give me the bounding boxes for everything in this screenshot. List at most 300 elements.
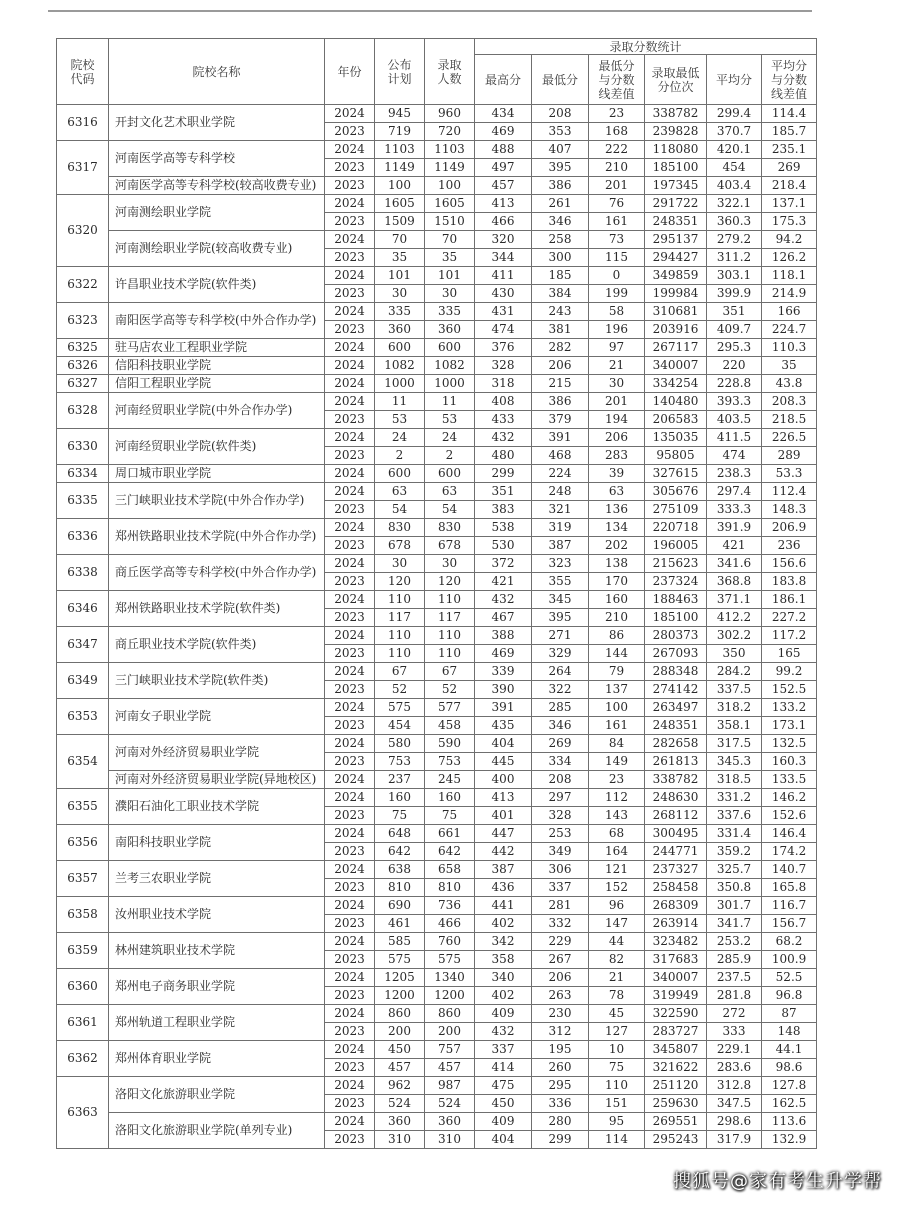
cell-plan: 360 [375,321,425,339]
cell-admitted: 1200 [425,987,475,1005]
cell-admitted: 24 [425,429,475,447]
cell-avg-diff: 132.5 [762,735,817,753]
cell-min-score: 337 [532,879,589,897]
cell-max-score: 376 [475,339,532,357]
cell-avg-score: 371.1 [707,591,762,609]
cell-min-rank: 275109 [645,501,707,519]
cell-year: 2023 [325,1059,375,1077]
school-code: 6322 [57,267,109,303]
cell-year: 2024 [325,375,375,393]
cell-avg-diff: 227.2 [762,609,817,627]
cell-avg-score: 351 [707,303,762,321]
cell-min-rank: 338782 [645,105,707,123]
cell-min-score: 230 [532,1005,589,1023]
cell-min-diff: 152 [589,879,645,897]
cell-plan: 160 [375,789,425,807]
cell-year: 2023 [325,1023,375,1041]
school-code: 6326 [57,357,109,375]
cell-min-score: 346 [532,213,589,231]
cell-min-rank: 237324 [645,573,707,591]
cell-year: 2023 [325,987,375,1005]
cell-year: 2024 [325,339,375,357]
table-row [57,555,817,573]
cell-min-diff: 161 [589,213,645,231]
cell-avg-diff: 175.3 [762,213,817,231]
cell-avg-diff: 146.4 [762,825,817,843]
cell-year: 2023 [325,1131,375,1149]
cell-min-score: 381 [532,321,589,339]
cell-year: 2024 [325,1113,375,1131]
cell-plan: 2 [375,447,425,465]
cell-avg-score: 285.9 [707,951,762,969]
cell-avg-diff: 152.6 [762,807,817,825]
cell-max-score: 409 [475,1113,532,1131]
cell-max-score: 342 [475,933,532,951]
cell-min-rank: 237327 [645,861,707,879]
cell-min-diff: 79 [589,663,645,681]
cell-min-rank: 274142 [645,681,707,699]
cell-year: 2024 [325,483,375,501]
cell-min-rank: 317683 [645,951,707,969]
cell-admitted: 600 [425,465,475,483]
cell-min-rank: 282658 [645,735,707,753]
cell-year: 2024 [325,933,375,951]
cell-min-rank: 267117 [645,339,707,357]
cell-max-score: 413 [475,789,532,807]
cell-avg-diff: 165.8 [762,879,817,897]
cell-min-diff: 82 [589,951,645,969]
school-code: 6363 [57,1077,109,1149]
cell-admitted: 2 [425,447,475,465]
cell-min-score: 384 [532,285,589,303]
cell-min-diff: 210 [589,609,645,627]
cell-plan: 638 [375,861,425,879]
cell-admitted: 987 [425,1077,475,1095]
school-name: 驻马店农业工程职业学院 [109,339,325,357]
cell-avg-score: 421 [707,537,762,555]
cell-admitted: 11 [425,393,475,411]
cell-avg-score: 302.2 [707,627,762,645]
cell-avg-score: 333.3 [707,501,762,519]
cell-min-diff: 75 [589,1059,645,1077]
school-name: 许昌职业技术学院(软件类) [109,267,325,303]
cell-min-diff: 170 [589,573,645,591]
cell-year: 2024 [325,267,375,285]
cell-avg-diff: 183.8 [762,573,817,591]
table-row [57,897,817,915]
cell-max-score: 344 [475,249,532,267]
school-code: 6359 [57,933,109,969]
table-row [57,267,817,285]
cell-avg-diff: 127.8 [762,1077,817,1095]
cell-max-score: 383 [475,501,532,519]
table-row [57,105,817,123]
cell-admitted: 1103 [425,141,475,159]
cell-min-rank: 197345 [645,177,707,195]
cell-min-rank: 244771 [645,843,707,861]
cell-plan: 11 [375,393,425,411]
cell-max-score: 431 [475,303,532,321]
cell-min-rank: 196005 [645,537,707,555]
cell-min-rank: 263914 [645,915,707,933]
cell-admitted: 457 [425,1059,475,1077]
cell-avg-diff: 152.5 [762,681,817,699]
cell-avg-score: 299.4 [707,105,762,123]
cell-avg-score: 345.3 [707,753,762,771]
cell-min-score: 206 [532,969,589,987]
cell-min-rank: 140480 [645,393,707,411]
cell-min-diff: 168 [589,123,645,141]
cell-admitted: 30 [425,555,475,573]
cell-plan: 1149 [375,159,425,177]
cell-min-rank: 280373 [645,627,707,645]
cell-admitted: 335 [425,303,475,321]
cell-plan: 52 [375,681,425,699]
cell-min-score: 395 [532,609,589,627]
cell-admitted: 100 [425,177,475,195]
cell-max-score: 469 [475,123,532,141]
cell-avg-score: 331.4 [707,825,762,843]
cell-avg-diff: 132.9 [762,1131,817,1149]
cell-min-rank: 267093 [645,645,707,663]
cell-avg-diff: 208.3 [762,393,817,411]
table-row [57,789,817,807]
school-name: 开封文化艺术职业学院 [109,105,325,141]
cell-plan: 860 [375,1005,425,1023]
cell-min-score: 267 [532,951,589,969]
cell-min-diff: 283 [589,447,645,465]
cell-plan: 117 [375,609,425,627]
cell-min-diff: 201 [589,393,645,411]
header-min-rank: 录取最低 分位次 [645,55,707,105]
cell-min-diff: 95 [589,1113,645,1131]
cell-max-score: 402 [475,987,532,1005]
cell-year: 2024 [325,699,375,717]
cell-max-score: 402 [475,915,532,933]
cell-plan: 1509 [375,213,425,231]
cell-admitted: 1340 [425,969,475,987]
cell-max-score: 432 [475,1023,532,1041]
cell-admitted: 30 [425,285,475,303]
cell-year: 2023 [325,645,375,663]
cell-plan: 678 [375,537,425,555]
cell-plan: 110 [375,645,425,663]
cell-avg-score: 325.7 [707,861,762,879]
cell-max-score: 447 [475,825,532,843]
table-row [57,969,817,987]
cell-year: 2023 [325,807,375,825]
cell-max-score: 441 [475,897,532,915]
cell-max-score: 433 [475,411,532,429]
cell-avg-diff: 87 [762,1005,817,1023]
cell-avg-score: 412.2 [707,609,762,627]
cell-year: 2024 [325,591,375,609]
cell-plan: 110 [375,591,425,609]
cell-admitted: 52 [425,681,475,699]
cell-plan: 110 [375,627,425,645]
cell-min-score: 323 [532,555,589,573]
cell-avg-diff: 96.8 [762,987,817,1005]
cell-avg-diff: 118.1 [762,267,817,285]
cell-min-diff: 149 [589,753,645,771]
cell-avg-diff: 116.7 [762,897,817,915]
cell-min-diff: 30 [589,375,645,393]
cell-max-score: 404 [475,735,532,753]
cell-admitted: 524 [425,1095,475,1113]
table-row [57,1041,817,1059]
cell-max-score: 432 [475,429,532,447]
table-row [57,519,817,537]
cell-min-score: 321 [532,501,589,519]
cell-avg-diff: 43.8 [762,375,817,393]
cell-min-score: 391 [532,429,589,447]
school-code: 6328 [57,393,109,429]
cell-min-score: 285 [532,699,589,717]
cell-max-score: 480 [475,447,532,465]
cell-year: 2023 [325,573,375,591]
cell-min-score: 319 [532,519,589,537]
cell-max-score: 413 [475,195,532,213]
cell-min-diff: 164 [589,843,645,861]
header-school-name: 院校名称 [109,39,325,105]
cell-plan: 200 [375,1023,425,1041]
school-code: 6334 [57,465,109,483]
cell-avg-score: 331.2 [707,789,762,807]
cell-min-score: 379 [532,411,589,429]
cell-plan: 101 [375,267,425,285]
table-row [57,1113,817,1131]
cell-avg-diff: 269 [762,159,817,177]
cell-avg-score: 298.6 [707,1113,762,1131]
cell-avg-diff: 166 [762,303,817,321]
school-name: 南阳医学高等专科学校(中外合作办学) [109,303,325,339]
cell-min-diff: 68 [589,825,645,843]
cell-min-score: 322 [532,681,589,699]
cell-admitted: 360 [425,321,475,339]
cell-avg-score: 317.9 [707,1131,762,1149]
cell-min-diff: 97 [589,339,645,357]
school-code: 6361 [57,1005,109,1041]
cell-plan: 35 [375,249,425,267]
cell-min-diff: 86 [589,627,645,645]
cell-min-score: 195 [532,1041,589,1059]
cell-plan: 600 [375,339,425,357]
cell-max-score: 467 [475,609,532,627]
cell-avg-score: 317.5 [707,735,762,753]
cell-year: 2024 [325,1041,375,1059]
cell-avg-score: 391.9 [707,519,762,537]
cell-admitted: 810 [425,879,475,897]
cell-min-diff: 112 [589,789,645,807]
cell-min-score: 229 [532,933,589,951]
cell-year: 2024 [325,393,375,411]
cell-avg-diff: 218.5 [762,411,817,429]
cell-avg-score: 359.2 [707,843,762,861]
cell-plan: 237 [375,771,425,789]
cell-min-rank: 268112 [645,807,707,825]
school-name: 商丘职业技术学院(软件类) [109,627,325,663]
cell-avg-score: 341.6 [707,555,762,573]
cell-min-score: 224 [532,465,589,483]
cell-plan: 457 [375,1059,425,1077]
cell-min-rank: 334254 [645,375,707,393]
school-name: 商丘医学高等专科学校(中外合作办学) [109,555,325,591]
cell-max-score: 299 [475,465,532,483]
cell-plan: 810 [375,879,425,897]
cell-min-rank: 310681 [645,303,707,321]
cell-min-diff: 110 [589,1077,645,1095]
cell-min-diff: 127 [589,1023,645,1041]
cell-admitted: 1082 [425,357,475,375]
cell-min-rank: 291722 [645,195,707,213]
cell-plan: 962 [375,1077,425,1095]
cell-avg-score: 337.5 [707,681,762,699]
cell-year: 2023 [325,501,375,519]
cell-max-score: 469 [475,645,532,663]
cell-avg-score: 312.8 [707,1077,762,1095]
school-name: 郑州电子商务职业学院 [109,969,325,1005]
cell-avg-score: 228.8 [707,375,762,393]
cell-admitted: 120 [425,573,475,591]
cell-min-rank: 349859 [645,267,707,285]
cell-avg-score: 393.3 [707,393,762,411]
school-name: 郑州轨道工程职业学院 [109,1005,325,1041]
cell-plan: 70 [375,231,425,249]
cell-min-rank: 118080 [645,141,707,159]
cell-min-rank: 294427 [645,249,707,267]
cell-avg-score: 283.6 [707,1059,762,1077]
cell-year: 2024 [325,627,375,645]
school-name: 河南对外经济贸易职业学院(异地校区) [109,771,325,789]
cell-avg-diff: 160.3 [762,753,817,771]
cell-avg-diff: 156.6 [762,555,817,573]
cell-min-rank: 248630 [645,789,707,807]
cell-admitted: 160 [425,789,475,807]
cell-year: 2023 [325,843,375,861]
cell-avg-diff: 68.2 [762,933,817,951]
cell-avg-diff: 214.9 [762,285,817,303]
cell-year: 2023 [325,285,375,303]
cell-plan: 75 [375,807,425,825]
cell-plan: 461 [375,915,425,933]
cell-avg-diff: 110.3 [762,339,817,357]
cell-max-score: 538 [475,519,532,537]
school-name: 林州建筑职业技术学院 [109,933,325,969]
cell-min-score: 386 [532,393,589,411]
cell-plan: 575 [375,699,425,717]
cell-max-score: 445 [475,753,532,771]
cell-plan: 1205 [375,969,425,987]
cell-year: 2023 [325,879,375,897]
cell-plan: 719 [375,123,425,141]
cell-avg-score: 454 [707,159,762,177]
cell-avg-score: 347.5 [707,1095,762,1113]
cell-max-score: 488 [475,141,532,159]
table-row [57,141,817,159]
cell-year: 2024 [325,1005,375,1023]
cell-plan: 67 [375,663,425,681]
school-code: 6354 [57,735,109,789]
cell-year: 2024 [325,141,375,159]
cell-min-diff: 144 [589,645,645,663]
cell-min-rank: 248351 [645,717,707,735]
cell-min-rank: 269551 [645,1113,707,1131]
cell-year: 2024 [325,735,375,753]
cell-year: 2024 [325,663,375,681]
cell-avg-score: 350.8 [707,879,762,897]
cell-admitted: 600 [425,339,475,357]
cell-admitted: 110 [425,627,475,645]
cell-admitted: 678 [425,537,475,555]
cell-max-score: 530 [475,537,532,555]
cell-min-score: 306 [532,861,589,879]
cell-min-score: 248 [532,483,589,501]
cell-min-diff: 151 [589,1095,645,1113]
cell-plan: 335 [375,303,425,321]
table-row [57,465,817,483]
cell-year: 2024 [325,861,375,879]
cell-min-score: 185 [532,267,589,285]
cell-avg-diff: 148.3 [762,501,817,519]
cell-min-diff: 199 [589,285,645,303]
school-name: 河南女子职业学院 [109,699,325,735]
cell-min-rank: 258458 [645,879,707,897]
cell-min-diff: 196 [589,321,645,339]
cell-year: 2024 [325,789,375,807]
cell-min-diff: 201 [589,177,645,195]
cell-min-score: 208 [532,771,589,789]
cell-max-score: 434 [475,105,532,123]
cell-min-score: 312 [532,1023,589,1041]
cell-avg-diff: 35 [762,357,817,375]
cell-min-diff: 134 [589,519,645,537]
cell-avg-diff: 174.2 [762,843,817,861]
cell-min-rank: 295137 [645,231,707,249]
cell-min-diff: 44 [589,933,645,951]
cell-min-score: 395 [532,159,589,177]
cell-admitted: 760 [425,933,475,951]
cell-avg-score: 399.9 [707,285,762,303]
cell-admitted: 1510 [425,213,475,231]
cell-year: 2023 [325,123,375,141]
cell-min-diff: 222 [589,141,645,159]
cell-min-rank: 261813 [645,753,707,771]
cell-min-diff: 23 [589,105,645,123]
cell-max-score: 320 [475,231,532,249]
cell-admitted: 67 [425,663,475,681]
cell-admitted: 753 [425,753,475,771]
table-row [57,699,817,717]
cell-min-score: 281 [532,897,589,915]
school-code: 6335 [57,483,109,519]
cell-avg-diff: 162.5 [762,1095,817,1113]
cell-avg-diff: 148 [762,1023,817,1041]
cell-min-rank: 220718 [645,519,707,537]
table-row [57,1077,817,1095]
cell-year: 2024 [325,429,375,447]
cell-avg-score: 220 [707,357,762,375]
school-name: 三门峡职业技术学院(软件类) [109,663,325,699]
cell-min-rank: 185100 [645,609,707,627]
cell-avg-score: 420.1 [707,141,762,159]
cell-avg-diff: 117.2 [762,627,817,645]
cell-max-score: 475 [475,1077,532,1095]
school-name: 洛阳文化旅游职业学院 [109,1077,325,1113]
cell-plan: 690 [375,897,425,915]
cell-max-score: 390 [475,681,532,699]
cell-max-score: 388 [475,627,532,645]
cell-avg-diff: 133.5 [762,771,817,789]
